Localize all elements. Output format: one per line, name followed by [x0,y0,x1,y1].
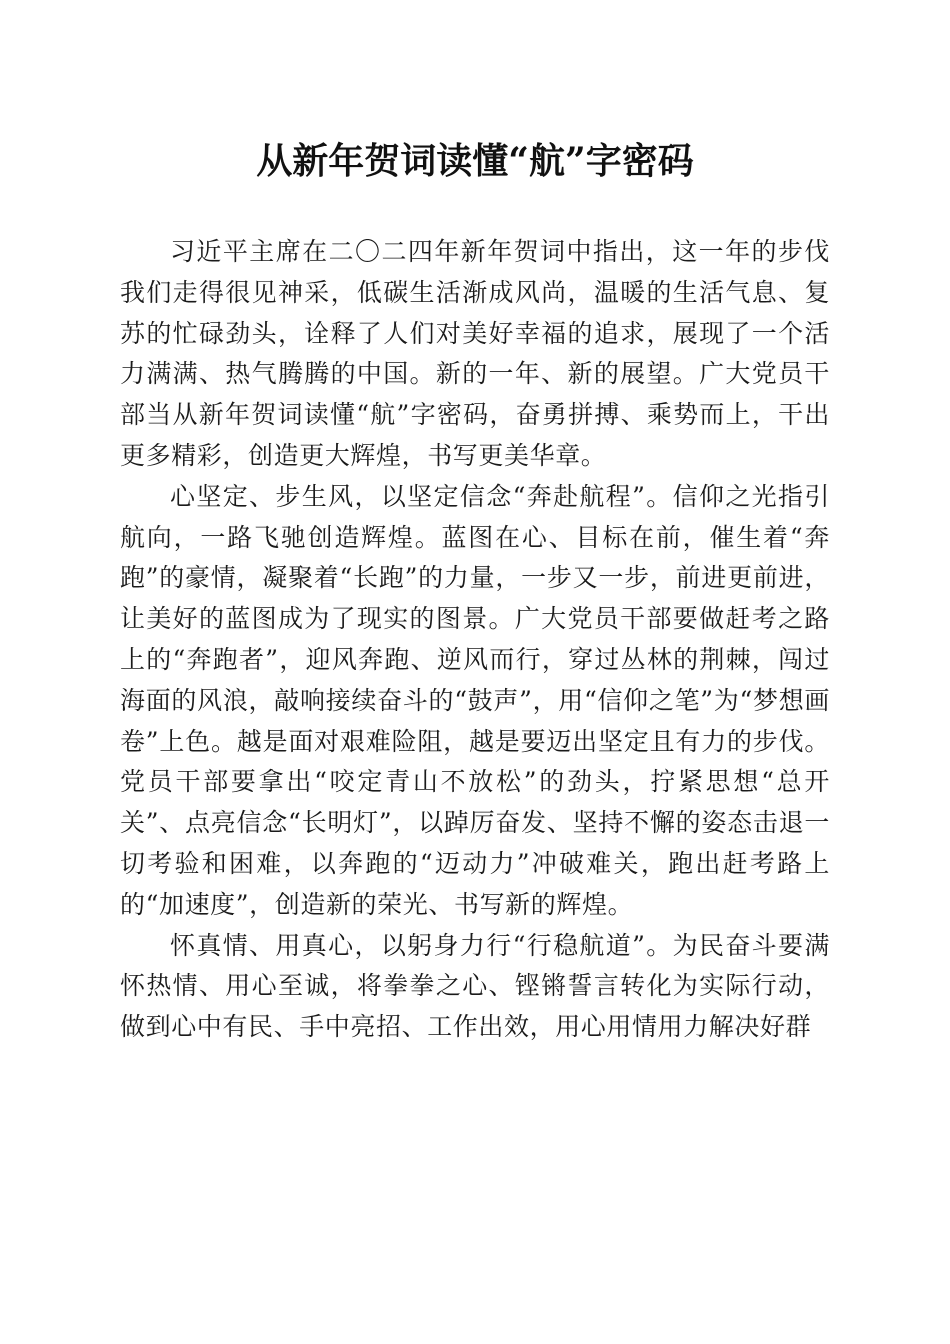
paragraph-3: 怀真情、用真心，以躬身力行“行稳航道”。为民奋斗要满怀热情、用心至诚，将拳拳之心、铿锵誓言转化为实际行动，做到心中有民、手中亮招、工作出效，用心用情用力解决好群 [120,930,830,1042]
paragraph-1: 习近平主席在二〇二四年新年贺词中指出，这一年的步伐我们走得很见神采，低碳生活渐成风尚，温暖的生活气息、复苏的忙碌劲头，诠释了人们对美好幸福的追求，展现了一个活力满满、热气腾腾的中国。新的一年、新的展望。广大党员干部当从新年贺词读懂“航”字密码，奋勇拼搏、乘势而上，干出更多精彩，创造更大辉煌，书写更美华章。 [120,237,830,470]
paragraph-2: 心坚定、步生风，以坚定信念“奔赴航程”。信仰之光指引航向，一路飞驰创造辉煌。蓝图在心、目标在前，催生着“奔跑”的豪情，凝聚着“长跑”的力量，一步又一步，前进更前进，让美好的蓝图成为了现实的图景。广大党员干部要做赶考之路上的“奔跑者”，迎风奔跑、逆风而行，穿过丛林的荆棘，闯过海面的风浪，敲响接续奋斗的“鼓声”，用“信仰之笔”为“梦想画卷”上色。越是面对艰难险阻，越是要迈出坚定且有力的步伐。党员干部要拿出“咬定青山不放松”的劲头，拧紧思想“总开关”、点亮信念“长明灯”，以踔厉奋发、坚持不懈的姿态击退一切考验和困难，以奔跑的“迈动力”冲破难关，跑出赶考路上的“加速度”，创造新的荣光、书写新的辉煌。 [120,481,830,919]
document-title: 从新年贺词读懂“航”字密码 [256,140,694,182]
document-body [120,232,830,1048]
